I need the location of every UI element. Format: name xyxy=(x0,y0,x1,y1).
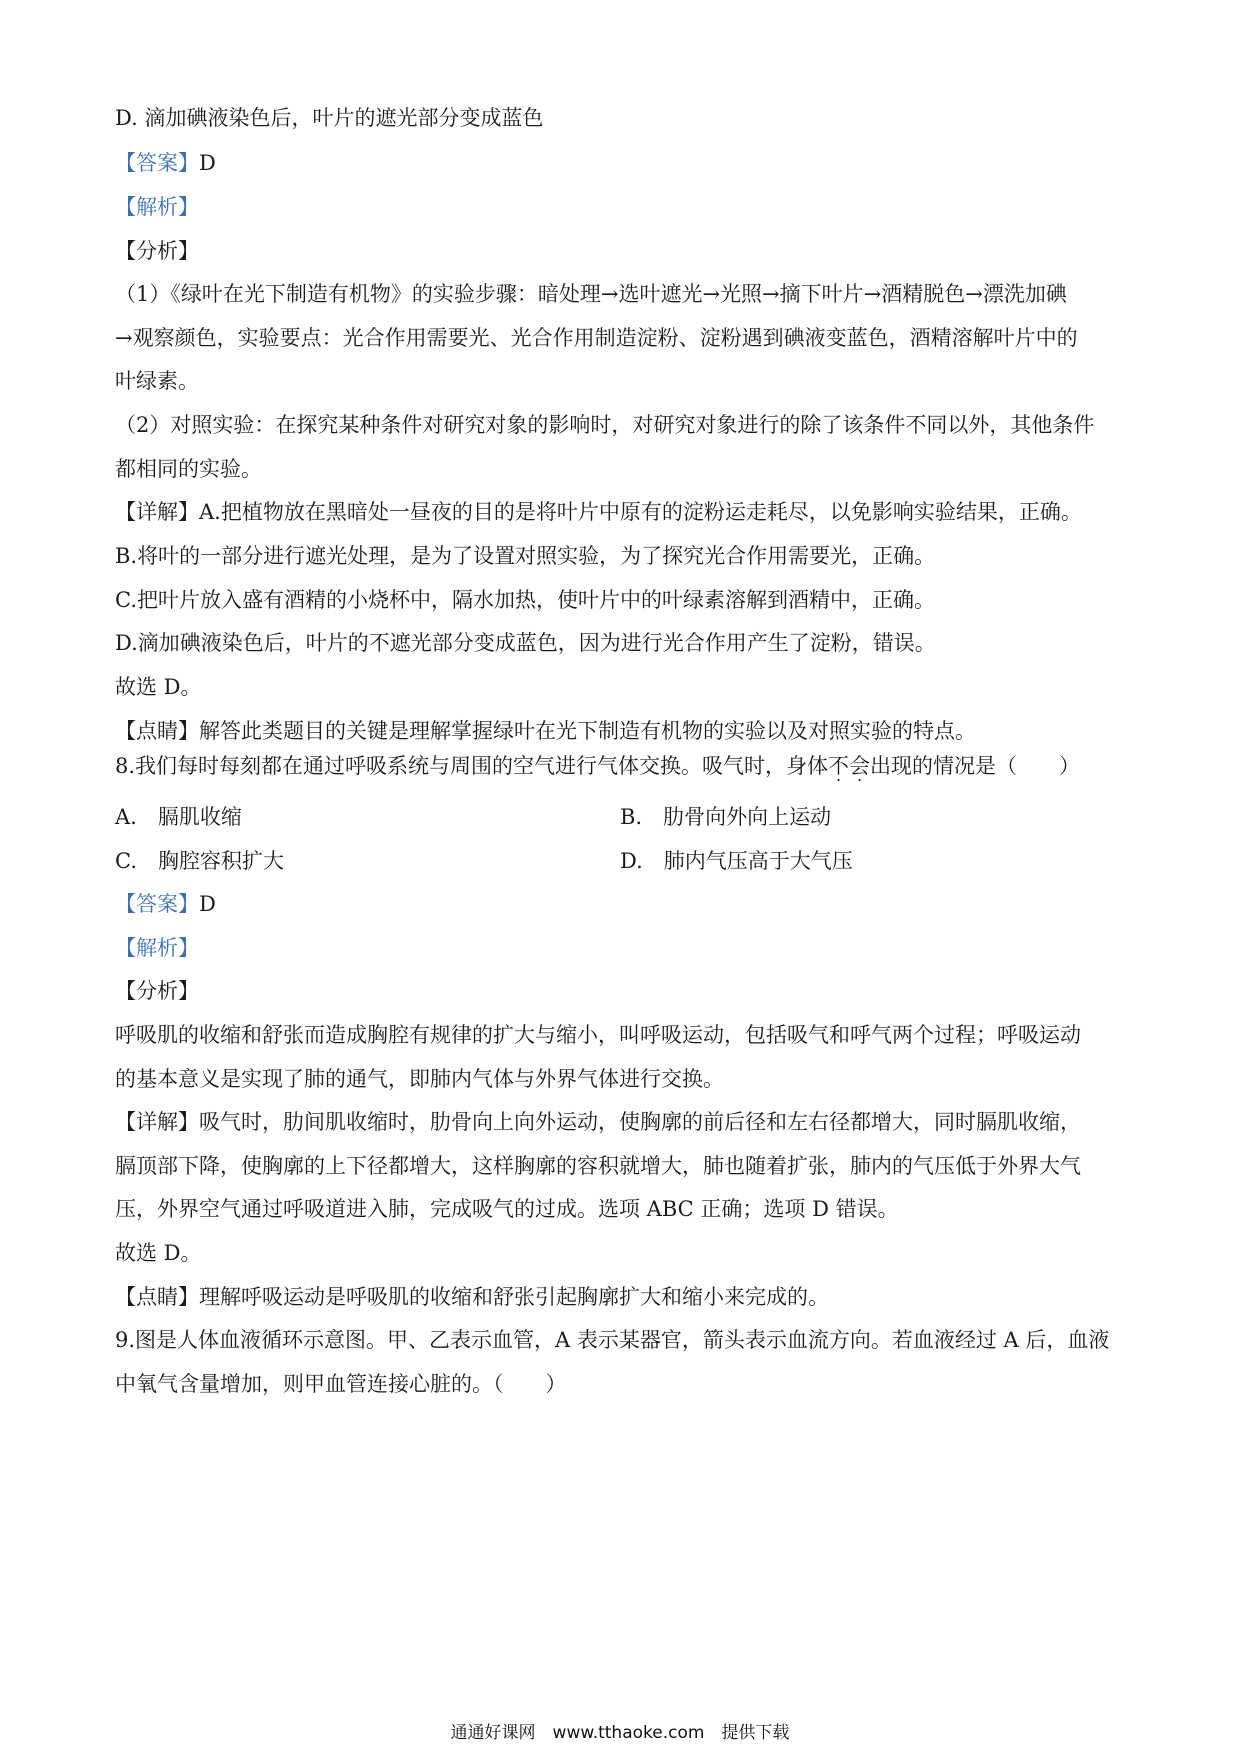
q7-answer-tag: 答案 xyxy=(136,151,178,175)
q8-detail-line2: 膈顶部下降，使胸廓的上下径都增大，这样胸廓的容积就增大，肺也随着扩张，肺内的气压低于外界大气 xyxy=(115,1154,1081,1178)
q7-detail-bracket-right: 】 xyxy=(178,500,199,524)
q8-analyze-tag: 分析 xyxy=(136,979,178,1003)
q8-option-c: C. 胸腔容积扩大 xyxy=(115,849,284,873)
q7-answer-bracket-left: 【 xyxy=(115,151,136,175)
q8-answer-bracket-left: 【 xyxy=(115,892,136,916)
q8-comment xyxy=(115,1283,829,1311)
q7-analysis-bracket-right: 】 xyxy=(178,195,199,219)
q7-analyze-line4: （2）对照实验：在探究某种条件对研究对象的影响时，对研究对象进行的除了该条件不同以外，其他条件 xyxy=(115,413,1095,437)
q8-comment-bracket-left: 【 xyxy=(115,1285,136,1309)
q7-detail-bracket-left: 【 xyxy=(115,500,136,524)
q8-stem xyxy=(115,752,1080,780)
q8-detail-line1 xyxy=(115,1108,1081,1136)
q7-analyze-bracket-right: 】 xyxy=(178,239,199,263)
q7-answer-value: D xyxy=(199,151,216,175)
q8-analyze-bracket-right: 】 xyxy=(178,979,199,1003)
q8-analysis-heading xyxy=(115,934,199,962)
q7-analyze-heading xyxy=(115,237,199,265)
q8-stem-after: 出现的情况是（ ） xyxy=(870,754,1081,778)
q9-stem-line1: 9.图是人体血液循环示意图。甲、乙表示血管，A 表示某器官，箭头表示血流方向。若血液经过 A 后，血液 xyxy=(115,1328,1110,1352)
q8-analyze-bracket-left: 【 xyxy=(115,979,136,1003)
q8-stem-before: 8.我们每时每刻都在通过呼吸系统与周围的空气进行气体交换。吸气时，身体 xyxy=(115,754,829,778)
q8-answer-value: D xyxy=(199,892,216,916)
q7-comment-bracket-left: 【 xyxy=(115,719,136,743)
q8-answer xyxy=(115,890,216,918)
q8-detail-bracket-left: 【 xyxy=(115,1110,136,1134)
q8-analyze-heading xyxy=(115,977,199,1005)
q8-analysis-bracket-left: 【 xyxy=(115,936,136,960)
q8-detail-bracket-right: 】 xyxy=(178,1110,199,1134)
q7-answer-bracket-right: 】 xyxy=(178,151,199,175)
q8-analysis-bracket-right: 】 xyxy=(178,936,199,960)
q8-comment-tag: 点睛 xyxy=(136,1285,178,1309)
q7-detail-tag: 详解 xyxy=(136,500,178,524)
q8-detail-text1: 吸气时，肋间肌收缩时，肋骨向上向外运动，使胸廓的前后径和左右径都增大，同时膈肌收缩， xyxy=(199,1110,1081,1134)
q7-analysis-tag: 解析 xyxy=(136,195,178,219)
q7-comment-bracket-right: 】 xyxy=(178,719,199,743)
q9-stem-line2: 中氧气含量增加，则甲血管连接心脏的。（ ） xyxy=(115,1372,567,1396)
q7-detail-line4: D.滴加碘液染色后，叶片的不遮光部分变成蓝色，因为进行光合作用产生了淀粉，错误。 xyxy=(115,631,936,655)
page-footer: 通通好课网 www.tthaoke.com 提供下载 xyxy=(450,1723,790,1743)
q8-analyze-line1: 呼吸肌的收缩和舒张而造成胸腔有规律的扩大与缩小，叫呼吸运动，包括吸气和呼气两个过程；呼吸运动 xyxy=(115,1023,1081,1047)
q7-choose: 故选 D。 xyxy=(115,675,202,699)
q8-stem-emphasis-1: 不 xyxy=(828,754,850,778)
q8-answer-tag: 答案 xyxy=(136,892,178,916)
q7-detail-line3: C.把叶片放入盛有酒精的小烧杯中，隔水加热，使叶片中的叶绿素溶解到酒精中，正确。 xyxy=(115,588,935,612)
q8-detail-tag: 详解 xyxy=(136,1110,178,1134)
q7-comment xyxy=(115,717,976,745)
q8-analyze-line2: 的基本意义是实现了肺的通气，即肺内气体与外界气体进行交换。 xyxy=(115,1067,724,1091)
q7-detail-line1 xyxy=(115,498,1082,526)
q8-stem-emphasis-2: 会 xyxy=(849,754,871,778)
q8-option-d: D. 肺内气压高于大气压 xyxy=(620,849,853,873)
q8-detail-line3: 压，外界空气通过呼吸道进入肺，完成吸气的过成。选项 ABC 正确；选项 D 错误。 xyxy=(115,1197,899,1221)
q7-comment-tag: 点睛 xyxy=(136,719,178,743)
q8-option-b: B. 肋骨向外向上运动 xyxy=(620,805,832,829)
q8-choose: 故选 D。 xyxy=(115,1241,202,1265)
q7-comment-text: 解答此类题目的关键是理解掌握绿叶在光下制造有机物的实验以及对照实验的特点。 xyxy=(199,719,976,743)
q7-detail-text1: A.把植物放在黑暗处一昼夜的目的是将叶片中原有的淀粉运走耗尽，以免影响实验结果，正确。 xyxy=(199,500,1082,524)
q7-analyze-line3: 叶绿素。 xyxy=(115,369,199,393)
q8-analysis-tag: 解析 xyxy=(136,936,178,960)
q7-analysis-bracket-left: 【 xyxy=(115,195,136,219)
q8-answer-bracket-right: 】 xyxy=(178,892,199,916)
q8-option-a: A. 膈肌收缩 xyxy=(115,805,242,829)
q7-analyze-tag: 分析 xyxy=(136,239,178,263)
q7-analyze-line5: 都相同的实验。 xyxy=(115,457,262,481)
q7-analyze-line1: （1）《绿叶在光下制造有机物》的实验步骤：暗处理→选叶遮光→光照→摘下叶片→酒精脱色→漂洗加碘 xyxy=(115,282,1067,306)
q7-answer xyxy=(115,149,216,177)
q7-analyze-bracket-left: 【 xyxy=(115,239,136,263)
q7-option-d: D. 滴加碘液染色后，叶片的遮光部分变成蓝色 xyxy=(115,106,544,130)
q7-detail-line2: B.将叶的一部分进行遮光处理，是为了设置对照实验，为了探究光合作用需要光，正确。 xyxy=(115,544,936,568)
q8-comment-text: 理解呼吸运动是呼吸肌的收缩和舒张引起胸廓扩大和缩小来完成的。 xyxy=(199,1285,829,1309)
q7-analyze-line2: →观察颜色，实验要点：光合作用需要光、光合作用制造淀粉、淀粉遇到碘液变蓝色，酒精溶解叶片中的 xyxy=(115,326,1078,350)
q8-comment-bracket-right: 】 xyxy=(178,1285,199,1309)
q7-analysis-heading xyxy=(115,193,199,221)
